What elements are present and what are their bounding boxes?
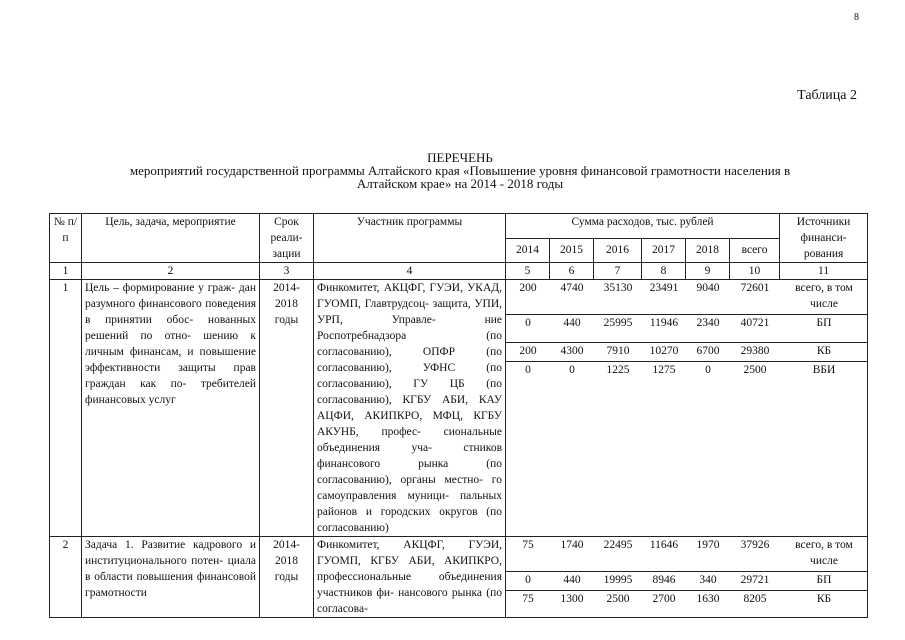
amount-value: 19995	[594, 571, 642, 590]
col-number: 11	[780, 263, 868, 280]
amount-value: 0	[569, 363, 575, 376]
row-amounts	[506, 537, 868, 618]
amount-source: БП	[780, 571, 868, 590]
row-goal: Цель – формирование у граж- дан разумного финансового поведения в принятии обос- нованных решений по отно- шению к личным финансам, и повышение эффективности защиты прав граждан как по- требителей финансовых услуг	[82, 280, 260, 537]
table-label: Таблица 2	[797, 88, 857, 103]
row-goal: Задача 1. Развитие кадрового и институционального потен- циала в области повышения финансовой грамотности	[82, 537, 260, 618]
col-number: 7	[594, 263, 642, 280]
title-line-3: Алтайском крае» на 2014 - 2018 годы	[356, 176, 564, 191]
amount-value: 340	[686, 571, 730, 590]
column-numbers-row	[50, 263, 868, 280]
amount-total: 29721	[730, 571, 780, 590]
amounts-subtable	[506, 537, 868, 609]
table-row	[50, 280, 868, 537]
header-sum: Сумма расходов, тыс. рублей	[506, 214, 780, 239]
amount-value: 440	[550, 314, 594, 342]
amount-value: 2340	[686, 314, 730, 342]
amount-value: 2500	[606, 592, 630, 605]
amount-source: всего, в том числе	[780, 537, 868, 571]
amount-value: 4740	[550, 280, 594, 314]
amount-total: 72601	[730, 280, 780, 314]
document-title	[40, 151, 880, 190]
row-participant: Финкомитет, АКЦФГ, ГУЭИ, ГУОМП, КГБУ АБИ, АКИПКРО, профессиональные объединения участников фи- нансового рынка (по согласова-	[314, 537, 506, 618]
amount-total: 37926	[730, 537, 780, 571]
amount-row	[506, 314, 868, 342]
amount-value: 1225	[606, 363, 630, 376]
col-number: 3	[260, 263, 314, 280]
amount-value: 25995	[594, 314, 642, 342]
amount-value: 11946	[642, 314, 686, 342]
amount-value: 1275	[652, 363, 676, 376]
amounts-subtable	[506, 280, 868, 380]
amount-source: КБ	[816, 592, 832, 605]
col-number: 6	[550, 263, 594, 280]
amount-value: 200	[506, 280, 550, 314]
amount-source: всего, в том числе	[780, 280, 868, 314]
amount-value: 75	[522, 592, 534, 605]
amount-value: 0	[506, 314, 550, 342]
col-number: 8	[642, 263, 686, 280]
row-amounts	[506, 280, 868, 537]
page-number: 8	[854, 12, 859, 23]
row-number: 2	[50, 537, 82, 618]
header-year: 2016	[594, 238, 642, 263]
amount-row	[506, 342, 868, 361]
header-year: 2014	[506, 238, 550, 263]
amount-total: 29380	[730, 342, 780, 361]
amount-value: 2700	[652, 592, 676, 605]
header-row	[50, 214, 868, 239]
amount-value: 10270	[642, 342, 686, 361]
amount-value: 35130	[594, 280, 642, 314]
amount-row	[506, 590, 868, 609]
row-participant: Финкомитет, АКЦФГ, ГУЭИ, УКАД, ГУОМП, Главтрудсоц- защита, УПИ, УРП, Управле- ние Роспотребнадзора (по согласованию), ОПФР (по согласованию), УФНС (по согласованию), ГУ ЦБ (по согласованию), КГБУ АБИ, КАУ АЦФИ, АКИПКРО, МФЦ, КГБУ АКУНБ, профес- сиональные объединения уча- стников финансового рынка (по согласованию), органы местно- го самоуправления муници- пальных районов и городских округов (по согласованию)	[314, 280, 506, 537]
amount-value: 1970	[686, 537, 730, 571]
amount-source: ВБИ	[812, 363, 836, 376]
col-number: 9	[686, 263, 730, 280]
amount-value: 0	[705, 363, 711, 376]
amount-row	[506, 537, 868, 571]
amount-total: 40721	[730, 314, 780, 342]
amount-value: 11646	[642, 537, 686, 571]
amount-value: 6700	[686, 342, 730, 361]
amount-value: 75	[506, 537, 550, 571]
amount-value: 1630	[696, 592, 720, 605]
amount-value: 0	[506, 571, 550, 590]
title-line-2: мероприятий государственной программы Алтайского края «Повышение уровня финансовой грамотности населения в	[129, 163, 791, 178]
row-term: 2014- 2018 годы	[260, 280, 314, 537]
header-sources: Источники финанси- рования	[780, 214, 868, 263]
amount-value: 9040	[686, 280, 730, 314]
header-total: всего	[730, 238, 780, 263]
amount-row	[506, 571, 868, 590]
amount-value: 200	[506, 342, 550, 361]
amount-value: 22495	[594, 537, 642, 571]
amount-source: КБ	[780, 342, 868, 361]
amount-value: 1740	[550, 537, 594, 571]
table-row	[50, 537, 868, 618]
header-goal: Цель, задача, мероприятие	[82, 214, 260, 263]
amount-value: 23491	[642, 280, 686, 314]
amount-source: БП	[780, 314, 868, 342]
row-term: 2014- 2018 годы	[260, 537, 314, 618]
col-number: 1	[50, 263, 82, 280]
header-term: Срок реали- зации	[260, 214, 314, 263]
col-number: 10	[730, 263, 780, 280]
header-year: 2017	[642, 238, 686, 263]
col-number: 2	[82, 263, 260, 280]
header-year: 2015	[550, 238, 594, 263]
measures-table	[49, 213, 868, 618]
amount-row	[506, 280, 868, 314]
header-participant: Участник программы	[314, 214, 506, 263]
amount-value: 440	[550, 571, 594, 590]
header-num: № п/п	[50, 214, 82, 263]
row-number: 1	[50, 280, 82, 537]
header-year: 2018	[686, 238, 730, 263]
col-number: 5	[506, 263, 550, 280]
amount-value: 4300	[550, 342, 594, 361]
col-number: 4	[314, 263, 506, 280]
amount-value: 0	[525, 363, 531, 376]
amount-total: 2500	[743, 363, 767, 376]
title-line-1: ПЕРЕЧЕНЬ	[427, 150, 493, 165]
amount-value: 8946	[642, 571, 686, 590]
amount-row	[506, 361, 868, 380]
amount-value: 1300	[560, 592, 584, 605]
amount-total: 8205	[743, 592, 767, 605]
amount-value: 7910	[594, 342, 642, 361]
